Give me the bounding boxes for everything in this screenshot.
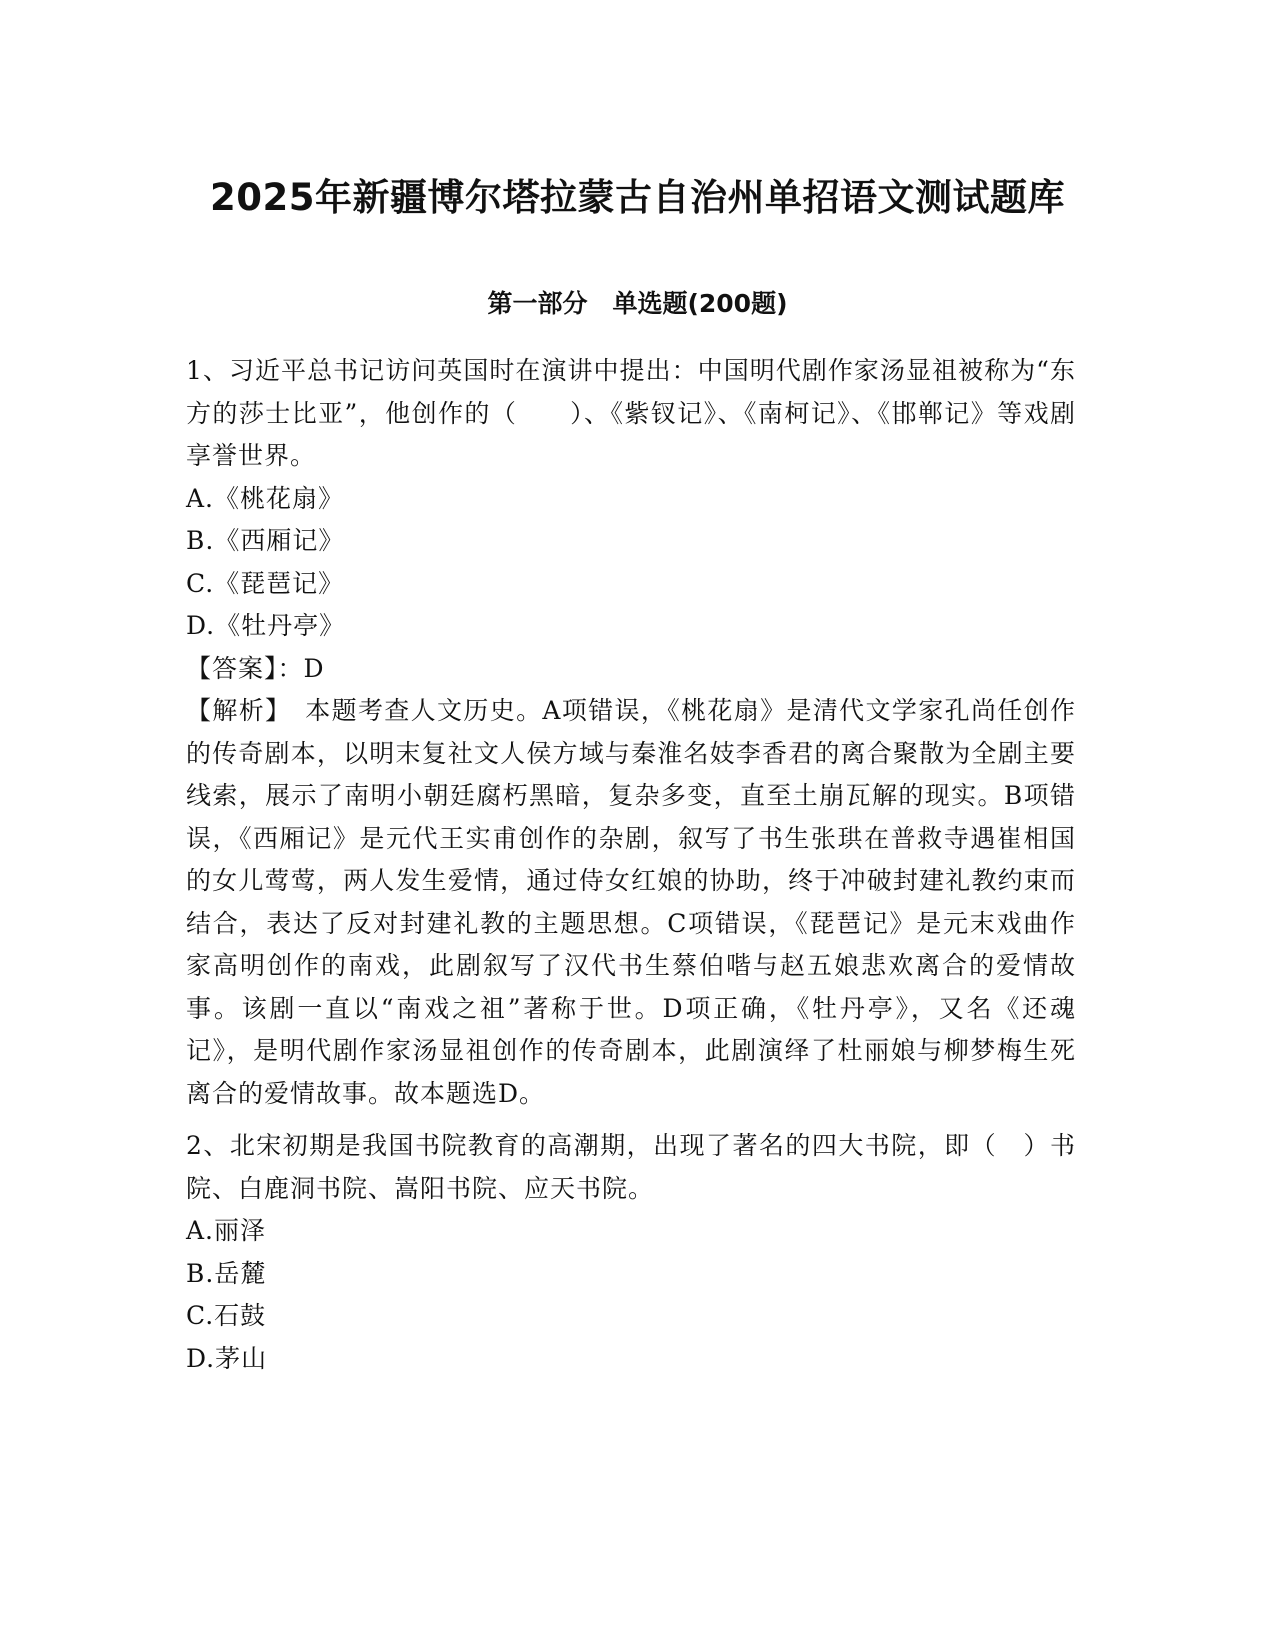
document-title: 2025年新疆博尔塔拉蒙古自治州单招语文测试题库 bbox=[210, 175, 1065, 219]
section-title: 第一部分 单选题(200题) bbox=[487, 289, 788, 318]
analysis: 【解析】 本题考查人文历史。A项错误，《桃花扇》是清代文学家孔尚任创作的传奇剧本，以明末复社文人侯方域与秦淮名妓李香君的离合聚散为全剧主要线索，展示了南明小朝廷腐朽黑暗，复杂多变，直至土崩瓦解的现实。B项错误，《西厢记》是元代王实甫创作的杂剧，叙写了书生张珙在普救寺遇崔相国的女儿莺莺，两人发生爱情，通过侍女红娘的协助，终于冲破封建礼教约束而结合，表达了反对封建礼教的主题思想。C项错误，《琵琶记》是元末戏曲作家高明创作的南戏，此剧叙写了汉代书生蔡伯喈与赵五娘悲欢离合的爱情故事。该剧一直以“南戏之祖”著称于世。D项正确，《牡丹亭》，又名《还魂记》，是明代剧作家汤显祖创作的传奇剧本，此剧演绎了杜丽娘与柳梦梅生死离合的爱情故事。故本题选D。 bbox=[186, 696, 1076, 1108]
answer: 【答案】：D bbox=[186, 653, 325, 683]
option-d: D.茅山 bbox=[186, 1343, 268, 1373]
questions-list bbox=[186, 350, 1076, 1380]
option-c: C.石鼓 bbox=[186, 1301, 267, 1330]
option-b: B.《西厢记》 bbox=[186, 526, 345, 555]
question-1 bbox=[186, 350, 1076, 1115]
question-stem: 1、习近平总书记访问英国时在演讲中提出：中国明代剧作家汤显祖被称为“东方的莎士比亚”，他创作的（ ）、《紫钗记》、《南柯记》、《邯郸记》等戏剧享誉世界。 bbox=[186, 356, 1076, 470]
question-stem: 2、北宋初期是我国书院教育的高潮期，出现了著名的四大书院，即（ ）书院、白鹿洞书院、嵩阳书院、应天书院。 bbox=[186, 1131, 1076, 1203]
option-d: D.《牡丹亭》 bbox=[186, 611, 346, 640]
option-a: A.《桃花扇》 bbox=[186, 483, 345, 513]
option-a: A.丽泽 bbox=[186, 1216, 267, 1245]
option-b: B.岳麓 bbox=[186, 1258, 267, 1288]
option-c: C.《琵琶记》 bbox=[186, 568, 345, 598]
question-2 bbox=[186, 1125, 1076, 1380]
